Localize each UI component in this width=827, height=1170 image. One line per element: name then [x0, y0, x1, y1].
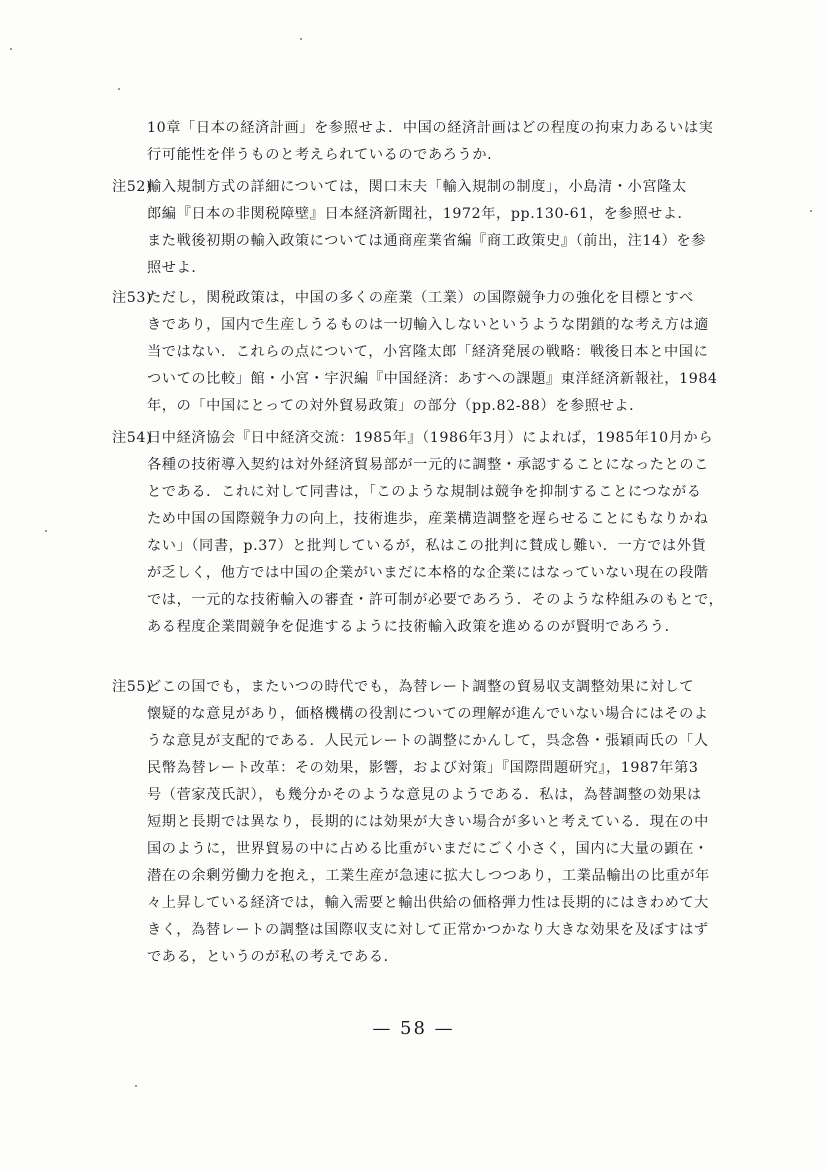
footnote-line: 輸入規制方式の詳細については，関口末夫「輸入規制の制度」，小島清・小宮隆太: [147, 179, 687, 195]
scan-speck: [810, 210, 812, 212]
footnote-line: 号（菅家茂氏訳），も幾分かそのような意見のようである．私は，為替調整の効果は: [147, 787, 702, 803]
footnote-line: ただし，関税政策は，中国の多くの産業（工業）の国際競争力の強化を目標とすべ: [147, 290, 694, 306]
footnote-line: きであり，国内で生産しうるものは一切輸入しないというような閉鎖的な考え方は適: [147, 317, 709, 333]
footnote-line: きく，為替レートの調整は国際収支に対して正常かつかなり大きな効果を及ぼすはず: [147, 922, 709, 938]
footnote-line: 潜在の余剰労働力を抱え，工業生産が急速に拡大しつつあり，工業品輸出の比重が年: [147, 868, 710, 884]
footnote-line: 国のように，世界貿易の中に占める比重がいまだにごく小さく，国内に大量の顕在・: [147, 841, 709, 857]
footnote-line: ため中国の国際競争力の向上，技術進歩，産業構造調整を遅らせることにもなりかね: [147, 511, 709, 527]
footnote-line: 々上昇している経済では，輸入需要と輸出供給の価格弾力性は長期的にはきわめて大: [147, 895, 709, 911]
footnote-line: では，一元的な技術輸入の審査・許可制が必要であろう．そのような枠組みのもとで，: [147, 592, 724, 608]
footnote-line: どこの国でも，またいつの時代でも，為替レート調整の貿易収支調整効果に対して: [147, 679, 695, 695]
scan-speck: [118, 88, 120, 90]
footnote-line: 民幣為替レート改革：その効果，影響，および対策」『国際問題研究』，1987年第3: [147, 760, 699, 776]
footnote-line: うな意見が支配的である．人民元レートの調整にかんして，呉念魯・張穎両氏の「人: [147, 733, 709, 749]
footnote-marker: 注54): [112, 430, 153, 446]
footnote-marker: 注55): [112, 679, 153, 695]
footnote-line: とである．これに対して同書は，「このような規制は競争を抑制することにつながる: [147, 484, 702, 500]
footnote-line: 年，の「中国にとっての対外貿易政策」の部分（pp.82-88）を参照せよ．: [147, 398, 644, 414]
scan-speck: [10, 48, 12, 50]
footnote-marker: 注52): [112, 179, 153, 195]
footnote-line: 日中経済協会『日中経済交流：1985年』（1986年3月）によれば，1985年10月から: [147, 430, 714, 446]
footnote-line: 当ではない．これらの点について，小宮隆太郎「経済発展の戦略：戦後日本と中国に: [147, 344, 709, 360]
footnote-line: が乏しく，他方では中国の企業がいまだに本格的な企業にはなっていない現在の段階: [147, 565, 709, 581]
footnote-line: 10章「日本の経済計画」を参照せよ．中国の経済計画はどの程度の拘束力あるいは実: [147, 120, 714, 136]
footnote-line: 照せよ．: [147, 260, 207, 276]
footnote-line: である，というのが私の考えである．: [147, 949, 399, 965]
scan-speck: [135, 1085, 137, 1087]
footnote-line: ついての比較」館・小宮・宇沢編『中国経済：あすへの課題』東洋経済新報社，1984: [147, 371, 718, 387]
scan-speck: [300, 38, 302, 40]
footnote-line: 懐疑的な意見があり，価格機構の役割についての理解が進んでいない場合にはそのよ: [147, 706, 709, 722]
footnote-line: ある程度企業間競争を促進するように技術輸入政策を進めるのが賢明であろう．: [147, 619, 680, 635]
footnote-line: 短期と長期では異なり，長期的には効果が大きい場合が多いと考えている．現在の中: [147, 814, 709, 830]
footnote-marker: 注53): [112, 290, 153, 306]
scan-speck: [45, 530, 47, 532]
footnote-line: ない」（同書，p.37）と批判しているが，私はこの批判に賛成し難い．一方では外貨: [147, 538, 707, 554]
page-number: — 58 —: [372, 1018, 455, 1039]
footnote-line: 行可能性を伴うものと考えられているのであろうか．: [147, 147, 502, 163]
footnote-line: また戦後初期の輸入政策については通商産業省編『商工政策史』（前出，注14）を参: [147, 233, 707, 249]
footnote-line: 各種の技術導入契約は対外経済貿易部が一元的に調整・承認することになったとのこ: [147, 457, 709, 473]
footnote-line: 郎編『日本の非関税障壁』日本経済新聞社，1972年，pp.130-61，を参照せよ．: [147, 206, 693, 222]
